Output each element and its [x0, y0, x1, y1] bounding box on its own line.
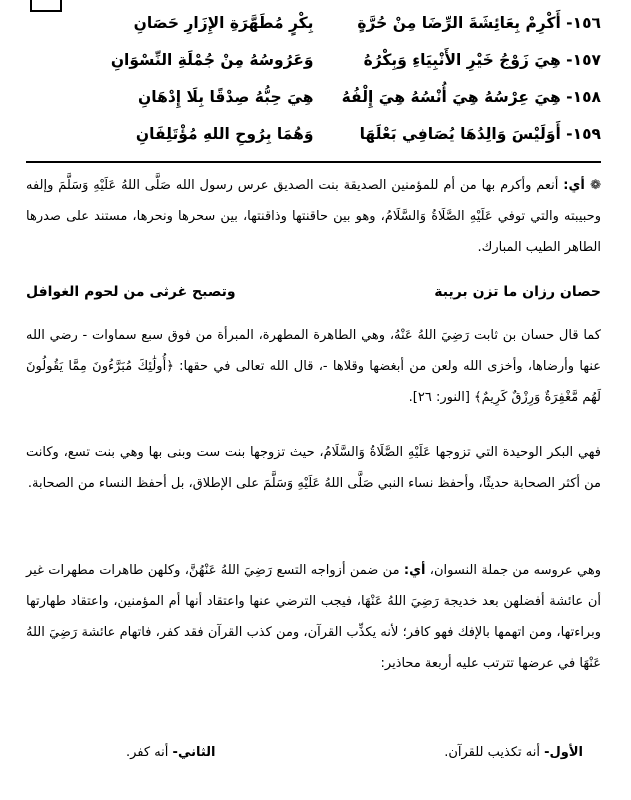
- commentary-paragraph: كما قال حسان بن ثابت رَضِيَ اللهُ عَنْهُ، وهي الطاهرة المطهرة، المبرأة من فوق سبع سماوات - رضي الله عنها وأرضاها، وأخزى الله ولعن من أبغضها وقلاها -، قال الله تعالى في حقها: ﴿أُولَٰئِكَ مُبَرَّءُونَ مِمَّا يَقُولُونَ لَهُم مَّغْفِرَةٌ وَرِزْقٌ كَرِيمٌ﴾ [النور: ٢٦].: [26, 328, 601, 405]
- prohibition-item: [444, 745, 601, 760]
- paragraph-text: وهي عروسه من جملة النسوان،: [425, 563, 601, 578]
- prohibition-text: أنه تكذيب للقرآن.: [444, 745, 545, 760]
- verse-second-hemistich: وَعَرُوسُهُ مِنْ جُمْلَةِ النِّسْوَانِ: [110, 50, 314, 69]
- paragraph-text: أنعم وأكرم بها من أم للمؤمنين الصديقة بنت الصديق عرس رسول الله صَلَّى اللهُ عَلَيْهِ وَسَلَّمَ وإلفه وحبيبته والتي توفي عَلَيْهِ الصَّلَاةُ وَالسَّلَامُ، وهو بين حاقنتها وذاقنتها، بين سحرها ونحرها، مستند على صدرها الطاهر الطيب المبارك.: [26, 178, 601, 255]
- verse-second-hemistich: وَهُمَا بِرُوحِ اللهِ مُؤْتَلِفَانِ: [135, 124, 314, 143]
- verse-row: [26, 41, 601, 78]
- prohibition-label: الثاني-: [172, 745, 216, 760]
- poem-verses: [26, 4, 601, 152]
- verse-first-hemistich: ١٥٧- هِيَ زَوْجُ خَيْرِ الأَنْبِيَاءِ وَبِكْرُهُ: [363, 50, 601, 69]
- paragraph-lead: ❁ أي:: [563, 178, 601, 193]
- verse-first-hemistich: ١٥٨- هِيَ عِرْسُهُ هِيَ أُنْسُهُ هِيَ إِلْفُهُ: [341, 87, 601, 106]
- commentary-paragraph: [26, 555, 601, 679]
- verse-row: [26, 4, 601, 41]
- commentary-paragraph: فهي البكر الوحيدة التي تزوجها عَلَيْهِ الصَّلَاةُ وَالسَّلَامُ، حيث تزوجها بنت ست وبنى بها وهي بنت تسع، وكانت من أكثر الصحابة حديثًا، وأحفظ نساء النبي صَلَّى اللهُ عَلَيْهِ وَسَلَّمَ على الإطلاق، بل أحفظ النساء من الصحابة.: [26, 445, 601, 491]
- verse-first-hemistich: ١٥٦- أَكْرِمْ بِعَائِشَةَ الرِّضَا مِنْ حُرَّةٍ: [357, 13, 601, 32]
- prohibition-label: الأول-: [544, 745, 583, 760]
- verse-row: [26, 78, 601, 115]
- prohibition-text: أنه كفر.: [126, 745, 173, 760]
- verse-first-hemistich: ١٥٩- أَوَلَيْسَ وَالِدُهَا يُصَافِي بَعْلَهَا: [359, 124, 601, 143]
- verse-second-hemistich: بِكْرٍ مُطَهَّرَةِ الإِزَارِ حَصَانِ: [133, 13, 314, 32]
- section-divider: [26, 161, 601, 163]
- verse-row: [26, 115, 601, 152]
- verse-second-hemistich: هِيَ حِبُّهُ صِدْقًا بِلَا إِدْهَانِ: [138, 87, 314, 106]
- quote-second-hemistich: وتصبح غرثى من لحوم الغوافل: [26, 284, 236, 300]
- quote-first-hemistich: حصان رزان ما تزن بريبة: [434, 284, 601, 300]
- commentary-paragraph: [26, 170, 601, 263]
- prohibitions-list: [26, 745, 601, 760]
- quoted-verse: [26, 284, 601, 300]
- prohibition-item: [26, 745, 216, 760]
- paragraph-text: من ضمن أزواجه التسع رَضِيَ اللهُ عَنْهُنَّ، وكلهن طاهرات مطهرات غير أن عائشة أفضلهن بعد خديجة رَضِيَ اللهُ عَنْهَا، فيجب الترضي عنها واعتقاد أنها أم المؤمنين، واعتقاد طهارتها وبراءتها، ومن اتهمها بالإفك فهو كافر؛ لأنه يكذِّب القرآن، ومن كذب القرآن فقد كفر، فاتهام عائشة رَضِيَ اللهُ عَنْهَا في عرضها تترتب عليه أربعة محاذير:: [26, 563, 601, 671]
- paragraph-lead: أي:: [403, 563, 426, 578]
